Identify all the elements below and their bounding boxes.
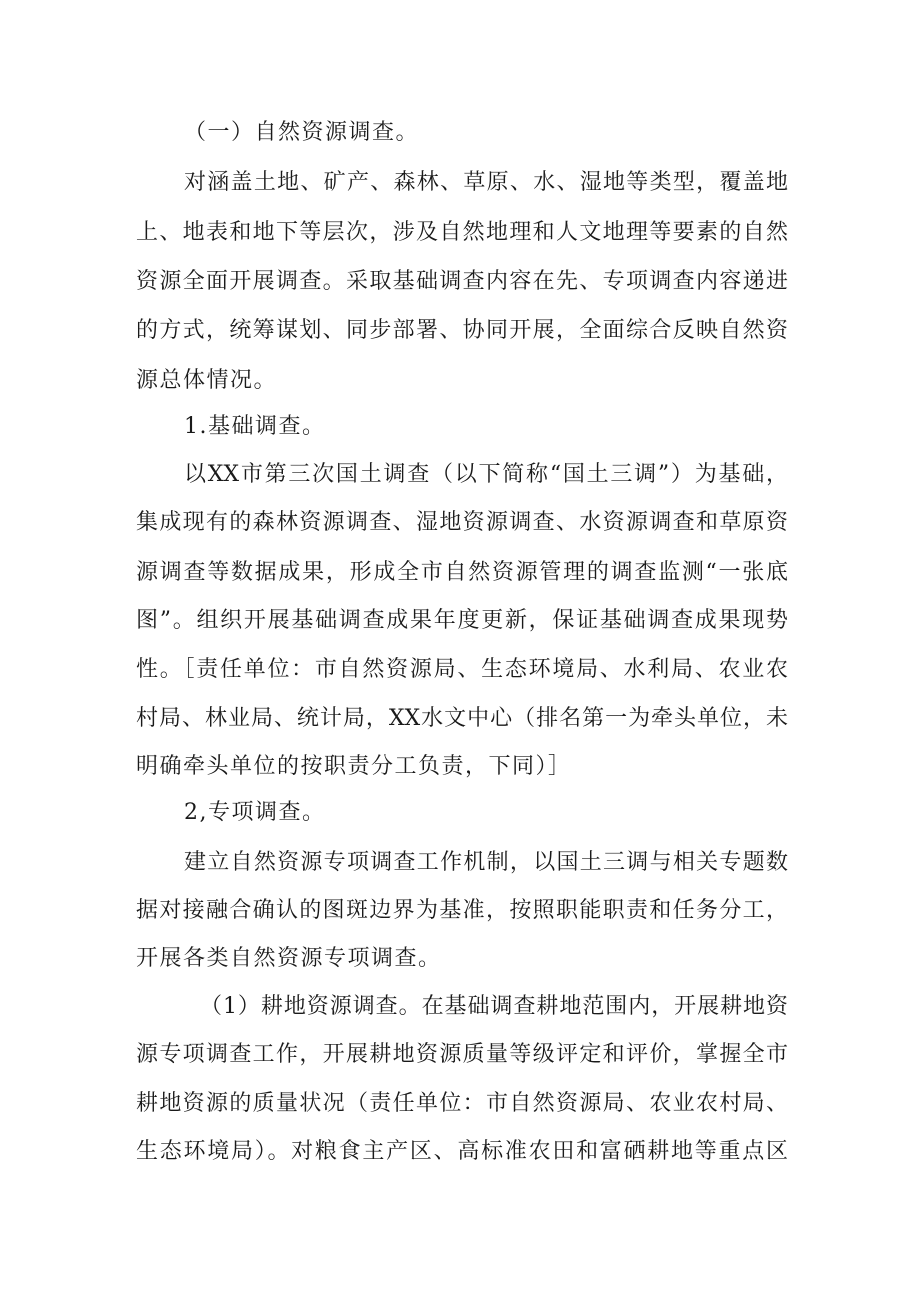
paragraph-line: 资源全面开展调查。采取基础调查内容在先、专项调查内容递进: [136, 269, 788, 294]
paragraph-line: 村局、林业局、统计局，XX水文中心（排名第一为牵头单位，未: [136, 706, 788, 731]
section-heading: （一）自然资源调查。: [184, 120, 420, 145]
paragraph-line: 图”。组织开展基础调查成果年度更新，保证基础调查成果现势: [136, 608, 788, 633]
paragraph-line: 性。［责任单位：市自然资源局、生态环境局、水利局、农业农: [136, 657, 788, 682]
paragraph-line: 集成现有的森林资源调查、湿地资源调查、水资源调查和草原资: [136, 510, 788, 535]
paragraph-line: 上、地表和地下等层次，涉及自然地理和人文地理等要素的自然: [136, 220, 788, 245]
paragraph-line: 的方式，统筹谋划、同步部署、协同开展，全面综合反映自然资: [136, 318, 788, 343]
paragraph-line: 生态环境局）。对粮食主产区、高标准农田和富硒耕地等重点区: [136, 1139, 788, 1164]
subsection-heading: 1.基础调查。: [184, 414, 326, 439]
paragraph-line: 据对接融合确认的图斑边界为基准，按照职能职责和任务分工，: [136, 898, 788, 923]
paragraph-line: 建立自然资源专项调查工作机制，以国土三调与相关专题数: [184, 850, 788, 875]
paragraph-line: 以XX市第三次国土调查（以下简称“国土三调”）为基础，: [184, 462, 788, 487]
paragraph-line: 源总体情况。: [136, 368, 278, 393]
subsection-heading: 2,专项调查。: [184, 800, 326, 825]
paragraph-line: 开展各类自然资源专项调查。: [136, 946, 442, 971]
paragraph-line: 源专项调查工作，开展耕地资源质量等级评定和评价，掌握全市: [136, 1042, 788, 1067]
paragraph-line: 源调查等数据成果，形成全市自然资源管理的调查监测“一张底: [136, 560, 788, 585]
paragraph-line: 耕地资源的质量状况（责任单位：市自然资源局、农业农村局、: [136, 1091, 788, 1116]
paragraph-line: （1）耕地资源调查。在基础调查耕地范围内，开展耕地资: [200, 994, 788, 1019]
paragraph-line: 对涵盖土地、矿产、森林、草原、水、湿地等类型，覆盖地: [184, 170, 788, 195]
paragraph-line: 明确牵头单位的按职责分工负责，下同）］: [136, 754, 572, 779]
